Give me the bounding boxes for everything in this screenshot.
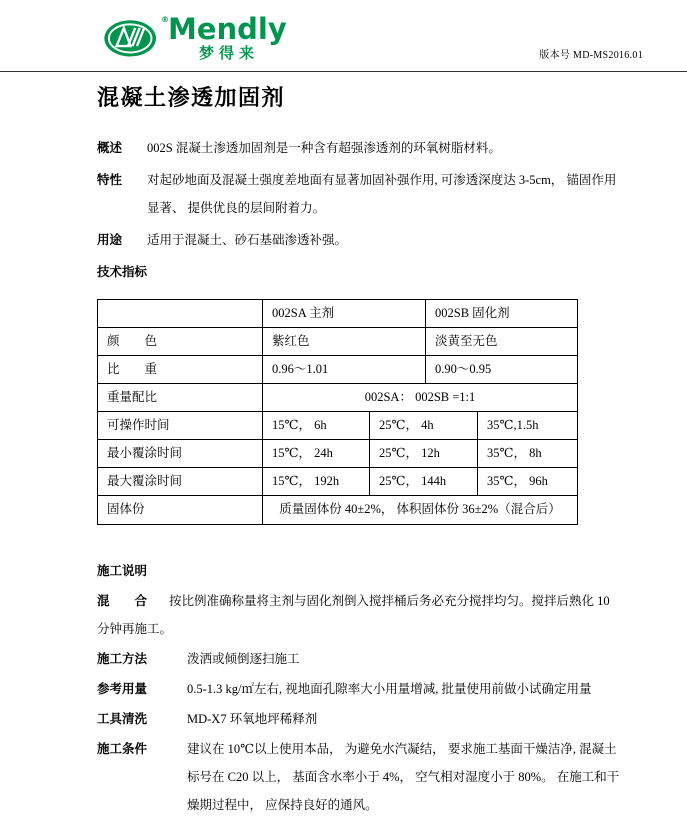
header-002sb-cell: 002SB 固化剂 bbox=[435, 306, 510, 320]
features-text: 对起砂地面及混凝土强度差地面有显著加固补强作用, 可渗透深度达 3-5cm， 锚固作用显著、 提供优良的层间附着力。 bbox=[147, 173, 617, 215]
minrecoat-label-cell: 最小覆涂时间 bbox=[98, 440, 263, 467]
dosage-section bbox=[97, 675, 623, 703]
maxrecoat-label-cell: 最大覆涂时间 bbox=[98, 468, 263, 495]
potlife-25c-cell: 25℃， 4h bbox=[370, 412, 478, 439]
conditions-section bbox=[97, 735, 623, 819]
table-row-solids bbox=[98, 496, 577, 524]
minrecoat-25c-cell: 25℃， 12h bbox=[370, 440, 478, 467]
gravity-a-cell: 0.96～1.01 bbox=[263, 356, 426, 383]
header-002sa-cell: 002SA 主剂 bbox=[263, 300, 426, 327]
overview-section bbox=[97, 134, 623, 162]
table-row-pot-life bbox=[98, 412, 577, 440]
tech-indicators-heading: 技术指标 bbox=[97, 265, 148, 279]
table-row-gravity bbox=[98, 356, 577, 384]
potlife-35c-cell: 35℃,1.5h bbox=[487, 418, 539, 432]
table-row-mix-ratio bbox=[98, 384, 577, 412]
table-row-header bbox=[98, 300, 577, 328]
brand-name-en: Mendly bbox=[168, 12, 287, 46]
construction-heading: 施工说明 bbox=[97, 564, 148, 578]
minrecoat-35c-cell: 35℃， 8h bbox=[487, 446, 542, 460]
ratio-value-cell: 002SA： 002SB =1:1 bbox=[364, 390, 476, 404]
method-section bbox=[97, 645, 623, 673]
mixing-section bbox=[97, 587, 623, 643]
solids-value-cell: 质量固体份 40±2%， 体积固体份 36±2%（混合后） bbox=[279, 502, 561, 516]
features-section bbox=[97, 166, 623, 222]
striped-m-ellipse-icon bbox=[103, 15, 169, 62]
solids-label-cell: 固体份 bbox=[98, 496, 263, 524]
dosage-text: 0.5-1.3 kg/㎡左右, 视地面孔隙率大小用量增减, 批量使用前做小试确定用量 bbox=[187, 682, 592, 696]
mixing-text: 按比例准确称量将主剂与固化剂倒入搅拌桶后务必充分搅拌均匀。搅拌后熟化 10 分钟再施工。 bbox=[97, 594, 610, 636]
conditions-label: 施工条件 bbox=[97, 742, 148, 756]
conditions-text: 建议在 10℃以上使用本品， 为避免水汽凝结， 要求施工基面干燥洁净, 混凝土标号在 C20 以上， 基面含水率小于 4%， 空气相对湿度小于 80%。 在施工和干燥期过程中， 应保持良好的通风。 bbox=[187, 742, 620, 812]
maxrecoat-35c-cell: 35℃， 96h bbox=[487, 474, 548, 488]
maxrecoat-15c-cell: 15℃， 192h bbox=[263, 468, 370, 495]
usage-label: 用途 bbox=[97, 233, 123, 247]
tool-cleaning-label: 工具清洗 bbox=[97, 712, 148, 726]
brand-name-cn: 梦得来 bbox=[199, 44, 260, 62]
gravity-b-cell: 0.90～0.95 bbox=[435, 362, 492, 376]
page-title: 混凝土渗透加固剂 bbox=[97, 85, 286, 110]
tool-cleaning-section bbox=[97, 705, 623, 733]
color-b-cell: 淡黄至无色 bbox=[435, 334, 498, 348]
color-label-cell: 颜 色 bbox=[98, 328, 263, 355]
tool-cleaning-text: MD-X7 环氧地坪稀释剂 bbox=[187, 712, 318, 726]
registered-trademark-symbol: ® bbox=[161, 15, 169, 24]
dosage-label: 参考用量 bbox=[97, 682, 148, 696]
method-text: 泼洒或倾倒逐扫施工 bbox=[187, 652, 300, 666]
table-row-max-recoat bbox=[98, 468, 577, 496]
document-body bbox=[97, 81, 623, 819]
color-a-cell: 紫红色 bbox=[263, 328, 426, 355]
minrecoat-15c-cell: 15℃， 24h bbox=[263, 440, 370, 467]
brand-text bbox=[168, 12, 287, 62]
table-row-color bbox=[98, 328, 577, 356]
table-row-min-recoat bbox=[98, 440, 577, 468]
method-label: 施工方法 bbox=[97, 652, 148, 666]
overview-text: 002S 混凝土渗透加固剂是一种含有超强渗透剂的环氧树脂材料。 bbox=[147, 141, 501, 155]
page-header bbox=[0, 0, 687, 72]
usage-section bbox=[97, 226, 623, 254]
mixing-label: 混 合 bbox=[97, 594, 148, 608]
potlife-15c-cell: 15℃， 6h bbox=[263, 412, 370, 439]
features-label: 特性 bbox=[97, 173, 123, 187]
usage-text: 适用于混凝土、砂石基础渗透补强。 bbox=[147, 233, 348, 247]
mendly-logo bbox=[103, 12, 287, 62]
spec-table bbox=[97, 299, 578, 525]
header-empty-cell bbox=[98, 300, 263, 327]
version-number: 版本号 MD-MS2016.01 bbox=[539, 50, 643, 61]
ratio-label-cell: 重量配比 bbox=[98, 384, 263, 411]
gravity-label-cell: 比 重 bbox=[98, 356, 263, 383]
potlife-label-cell: 可操作时间 bbox=[98, 412, 263, 439]
maxrecoat-25c-cell: 25℃， 144h bbox=[370, 468, 478, 495]
overview-label: 概述 bbox=[97, 141, 123, 155]
